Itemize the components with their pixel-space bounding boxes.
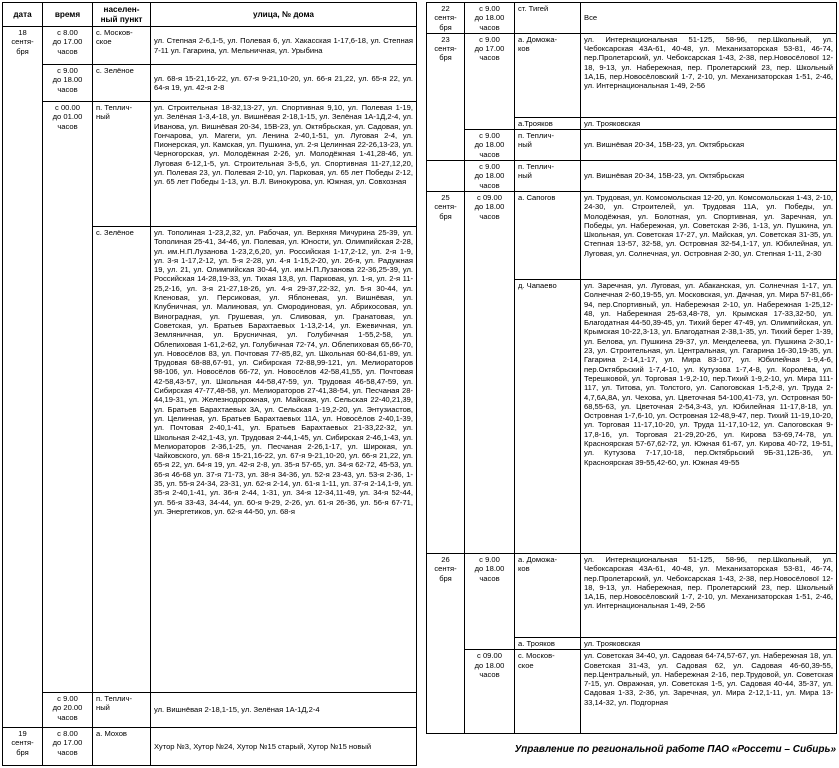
date-cell: 26 сентя- бря <box>427 553 465 733</box>
streets-cell: ул. Интернациональная 51-125, 58-96, пер.Школьный, ул. Чебоксарская 43А-61, 40-48, ул. Механизаторская 53-81, 46-74, пер.Пролетарский, ул. Чебоксарская 1-43, 2-38, пер.Новосёлової 12-18, 9-13, ул. Набережная, пер. Пролетарский 23, пер. Школьный 1А,1Б, пер.Новосёловский 1-7, 2-10, ул. Механизаторская 1-51, 2-46, ул. Интернациональная 1-49, 2-56 <box>581 33 837 117</box>
settlement-cell: с. Москов- ское <box>93 27 151 65</box>
schedule-table-right <box>426 2 837 734</box>
header-time: время <box>43 3 93 27</box>
time-cell: с 00.00 до 01.00 часов <box>43 102 93 693</box>
settlement-cell: п. Теплич- ный <box>515 161 581 192</box>
time-cell: с 9.00 до 18.00 часов <box>465 161 515 192</box>
streets-cell: ул. Интернациональная 51-125, 58-96, пер.Школьный, ул. Чебоксарская 43А-61, 40-48, ул. Механизаторская 53-81, 46-74, пер.Пролетарский, ул. Чебоксарская 1-43, 2-38, пер.Новосёлової 12-18, 9-13, ул. Набережная, пер. Пролетарский 23, пер. Школьный 1А,1Б, пер.Новосёловский 1-7, 2-10, ул. Механизаторская 1-51, 2-46, ул. Интернациональная 1-49, 2-56 <box>581 553 837 637</box>
settlement-cell: п. Теплич- ный <box>93 102 151 227</box>
table-header-row <box>3 3 417 27</box>
time-cell: с 9.00 до 18.00 часов <box>465 130 515 161</box>
settlement-cell: д. Чапаево <box>515 279 581 553</box>
streets-cell: ул. Трояковская <box>581 637 837 649</box>
date-cell: 22 сентя- бря <box>427 3 465 34</box>
table-row <box>3 65 417 102</box>
table-row <box>427 650 837 734</box>
time-cell: с 9.00 до 20.00 часов <box>43 693 93 728</box>
settlement-cell: с. Зелёное <box>93 227 151 693</box>
streets-cell: ул. Трудовая, ул. Комсомольская 12-20, ул. Комсомольская 1-43, 2-10, 24-30, ул. Строителей, ул. Трудовая 11А, ул. Победы, ул. Молодёжная, ул. Болотная, ул. Спортивная, ул. Заречная, ул. Победы, ул. Набережная, ул. Советская 2-36, 1-13, ул. Пушкина, ул. Школьная, ул. Советская 17-27, ул. Майская, ул. Советская 31-35, ул. Степная 13-57, 32-58, ул. Островная 32-54,1-17, ул. Юбилейная, ул. Луговая, ул. Солнечная, ул. Островная 2-30, ул. Степная 1-11, 2-30 <box>581 191 837 279</box>
streets-cell: ул. Трояковская <box>581 117 837 129</box>
table-row <box>427 191 837 279</box>
time-cell: с 9.00 до 17.00 часов <box>465 33 515 129</box>
settlement-cell: а. Мохов <box>93 728 151 766</box>
date-cell: 25 сентя- бря <box>427 191 465 553</box>
settlement-cell: с. Зелёное <box>93 65 151 102</box>
settlement-cell: а. Трояков <box>515 637 581 649</box>
date-cell: 18 сентя- бря <box>3 27 43 728</box>
streets-cell: ул. Строительная 18-32,13-27, ул. Спортивная 9,10, ул. Полевая 1-19, ул. Зелёная 1-3,4-18, ул. Вишнёвая 2-18,1-15, ул. Зелёная 1А-1Д,2-4, ул. Иванова, ул. Вишнёвая 20-34, 15В-23, ул. Октябрьская, ул. Садовая, ул. Гончарова, ул. Магеги, ул. Ленина 2-40,1-51, ул. Луговая 2-4, ул. Пионерская, ул. Камская, ул. Пушкина, ул. 2-я Целинная 22-26,13-23, ул. Черногорская, ул. Молодёжная 2-26, ул. Молодёжная 1-41,28-46, ул. Луговая 6-12,1-5, ул. Строительная 3-5,6, ул. Спортивная 11-27,12,20, ул. Полевая 23, ул. Полевая 2-10, ул. Парковая, ул. 65 лет Победы 2-12, ул. 65 лет Победы 1-13, ул. В.Л. Винокурова, ул. Южная, ул. Совхозная <box>151 102 417 227</box>
table-row <box>427 553 837 637</box>
table-row <box>427 130 837 161</box>
time-cell: с 9.00 до 18.00 часов <box>465 3 515 34</box>
streets-cell: ул. Вишнёвая 20-34, 15В-23, ул. Октябрьская <box>581 130 837 161</box>
settlement-cell: ст. Тигей <box>515 3 581 34</box>
time-cell: с 8.00 до 17.00 часов <box>43 27 93 65</box>
table-row <box>427 3 837 34</box>
date-cell: 19 сентя- бря <box>3 728 43 766</box>
streets-cell: Хутор №3, Хутор №24, Хутор №15 старый, Хутор №15 новый <box>151 728 417 766</box>
time-cell: с 9.00 до 18.00 часов <box>43 65 93 102</box>
header-streets: улица, № дома <box>151 3 417 27</box>
streets-cell: ул. Степная 2-6,1-5, ул. Полевая 6, ул. Хакасская 1-17,6-18, ул. Степная 7-11 ул. Гагарина, ул. Мельничная, ул. Урыбина <box>151 27 417 65</box>
time-cell: с 8.00 до 17.00 часов <box>43 728 93 766</box>
table-row <box>3 102 417 227</box>
table-row <box>3 27 417 65</box>
settlement-cell: а.Трояков <box>515 117 581 129</box>
header-date: дата <box>3 3 43 27</box>
date-cell: 23 сентя- бря <box>427 33 465 160</box>
settlement-cell: п. Теплич- ный <box>93 693 151 728</box>
settlement-cell: а. Доможа- ков <box>515 553 581 637</box>
date-cell <box>427 161 465 192</box>
header-settlement: населен- ный пункт <box>93 3 151 27</box>
settlement-cell: п. Теплич- ный <box>515 130 581 161</box>
footer-signature: Управление по региональной работе ПАО «Россети – Сибирь» <box>514 744 836 755</box>
streets-cell: ул. Вишнёвая 20-34, 15В-23, ул. Октябрьская <box>581 161 837 192</box>
streets-cell: ул. Вишнёвая 2-18,1-15, ул. Зелёная 1А-1Д,2-4 <box>151 693 417 728</box>
settlement-cell: а. Сапогов <box>515 191 581 279</box>
settlement-cell: с. Москов- ское <box>515 650 581 734</box>
streets-cell: ул. Заречная, ул. Луговая, ул. Абаканская, ул. Солнечная 1-17, ул. Солнечная 2-60,19-55, ул. Московская, ул. Дачная, ул. Мира 57-81,66-94, пер.Спортивный, ул. Набережная 2-10, ул. Набережная 1-25,12-48, ул. Набережная 25-63,48-78, ул. Крымская 17-33,32-50, ул. Благодатная 44-50,39-45, ул. Тихий берег 47-49, ул. Олимпийская, ул. Крымская 10-22,3-13, ул. Благодатная 2-38,1-35, ул. Тихий берег 1-39, ул. Белова, ул. Пушкина 29-37, ул. Менделеева, ул. Пушкина 2-30,1-23, ул. Строительная, ул. Центральная, ул. Гагарина 16-30,19-35, ул. Гагарина 2-14,1-17, ул. Мира 83-107, ул. Юбилейная 1-9,4-6, пер.Октябрьский 1-7,4-10, ул. Кутузова 1-7,4-8, ул. Королёва, ул. Терешковой, ул. Торговая 1-9,2-10, пер.Тихий 1-9,2-10, ул. Мира 111-117, ул. Титова, ул. Толстого, ул. Сапоговская 1-5,2-8, ул. Труда 2-4,7,6А,8А, ул. Чехова, ул. Цветочная 54-100,41-73, ул. Островная 50-68,55-63, ул. Цветочная 2-54,3-43, ул. Юбилейная 11-17,8-18, ул. Островная 1-7,6-10, ул. Островная 12-48,9-47, пер. Тихий 11-19,10-20, ул. Торговая 11-17,10-20, ул. Труда 11-17,10-12, ул. Сапоговская 9-17,8-16, ул. Торговая 21-29,20-26, ул. Кирова 53-69,74-78, ул. Красноярская 57-67,62-72, ул. Южная 61-67, ул. Кирова 40-72, 19-51, ул. Кутузова 7-17,10-18, пер.Октябрьский 9Б-31,12Б-36, ул. Красноярская 39-55,42-60, ул. Южная 49-55 <box>581 279 837 553</box>
table-row <box>3 693 417 728</box>
streets-cell: ул. Тополиная 1-23,2,32, ул. Рабочая, ул. Верхняя Мичурина 25-39, ул. Тополиная 25-41, 34-46, ул. Полевая, ул. Юности, ул. Олимпийская 2-28, ул. им.Н.П.Лузанова 1-23,2,6,20, ул. Российская 1-17,2-12, ул. 2-я 1-9, ул. 3-я 1-17,2-12, ул. 5-я 2-28, ул. 4-я 1-15,2-20, ул. 26-я, ул. Радужная 19, ул. 21, ул. Олимпийская 30-44, ул. им.Н.П.Лузанова 22-36,25-39, ул. Российская 14-28,19-33, ул. Тихая 13,8, ул. Парковая, ул. 1-я, ул. 2-я 11-25,2-16, ул. 3-я 21-27,18-26, ул. 4-я 29-37,22-32, ул. 5-я 30-44, ул. Кленовая, ул. Персиковая, ул. Яблоневая, ул. Вишнёвая, ул. Клубничная, ул. Малиновая, ул. Смородиновая, ул. Абрикосовая, ул. Виноградная, ул. Грушевая, ул. Сливовая, ул. Гранатовая, ул. Советская, ул. Братьев Бараxтаевых 1-13,2-14, ул. Ежевичная, ул. Земляничная, ул. Брусничная, ул. Голубичная 1-55,2-58, ул. Облепиховая 1-61,2-62, ул. Голубичная 72-74, ул. Облепиховая 65,66-70, ул. Новосёлов 83, ул. Почтовая 77-85,82, ул. Школьная 60-84,61-89, ул. Трудовая 68-88,67-91, ул. Сибирская 72-88,99-121, ул. Мелиораторов 98-106, ул. Новосёлов 66-72, ул. Новосёлов 42-58,41,55, ул. Почтовая 42-58,43-57, ул. Школьная 44-58,47-59, ул. Трудовая 46-58,47-59, ул. Сибирская 47-77,48-58, ул. Мелиораторов 27-41,38-54, ул. Песчаная 28-44,19-31, ул. Железнодорожная, ул. Майская, ул. Сельская 22-40,21,39, ул. Братьев Бараxтаевых 3А, ул. Сельская 1-19,2-20, ул. Энтузиастов, ул. Целинная, ул. Братьев Бараxтаевых 11А, ул. Новосёлов 2-40,1-39, ул. Почтовая 2-40,1-41, ул. Братьев Бараxтаевых 21-33,22-32, ул. Школьная 2-42,1-43, ул. Трудовая 2-44,1-45, ул. Сибирская 2-46,1-43, ул. Мелиораторов 2-36,1-25, ул. Песчаная 2-26,1-17, ул. Широкая, ул. Чайковского, ул. 68-я 15-21,16-22, ул. 67-я 9-21,10-20, ул. 66-я 21,22, ул. 65-я 22, ул. 64-я 19, ул. 42-я 2-8, ул. 35-я 57-65, ул. 34-я 62-72, 45-53, ул. 36-я 46-68 ул. 37-я 71-73, ул. 38-я 34-36, ул. 52-я 23-43, ул. 53-я 2-36, 1-35, ул. 55-я 24-34, 23-31, ул. 62-я 2-14, ул. 61-я 1-11, ул. 37-я 2-14,1-9, ул. 35-я 2-40,1-41, ул. 36-я 2-44, 1-31, ул. 34-я 12-34,11-49, ул. 34-я 52-44, ул. 56-я 33-43, 34-44, ул. 60-я 9-29, 2-26, ул. 61-я 26-36, ул. 56-я 67-71, ул. Энергетиков, ул. 62-я 44-50, ул. 68-я <box>151 227 417 693</box>
time-cell: с 9.00 до 18.00 часов <box>465 553 515 649</box>
time-cell: с 09.00 до 18.00 часов <box>465 650 515 734</box>
table-row <box>3 728 417 766</box>
streets-cell: ул. Советская 34-40, ул. Садовая 64-74,57-67, ул. Набережная 18, ул. Советская 31-43, ул. Садовая 62, ул. Садовая 46-60,39-55, пер.Центральный, ул. Набережная 2-16, пер.Трудовой, ул. Советская 7-15, ул. Овражная, ул. Советская 1-5, ул. Садовая 40-44, 35-37, ул. Садовая 1-33, 2-36, ул. Заречная, ул. Мира 2-12,1-11, ул. Мира 13-33,14-32, ул. Подгорная <box>581 650 837 734</box>
time-cell: с 09.00 до 18.00 часов <box>465 191 515 553</box>
schedule-table-left <box>2 2 417 766</box>
table-row <box>427 33 837 117</box>
streets-cell: Все <box>581 3 837 34</box>
table-row <box>427 161 837 192</box>
streets-cell: ул. 68-я 15-21,16-22, ул. 67-я 9-21,10-20, ул. 66-я 21,22, ул. 65-я 22, ул. 64-я 19, ул. 42-я 2-8 <box>151 65 417 102</box>
settlement-cell: а. Доможа- ков <box>515 33 581 117</box>
